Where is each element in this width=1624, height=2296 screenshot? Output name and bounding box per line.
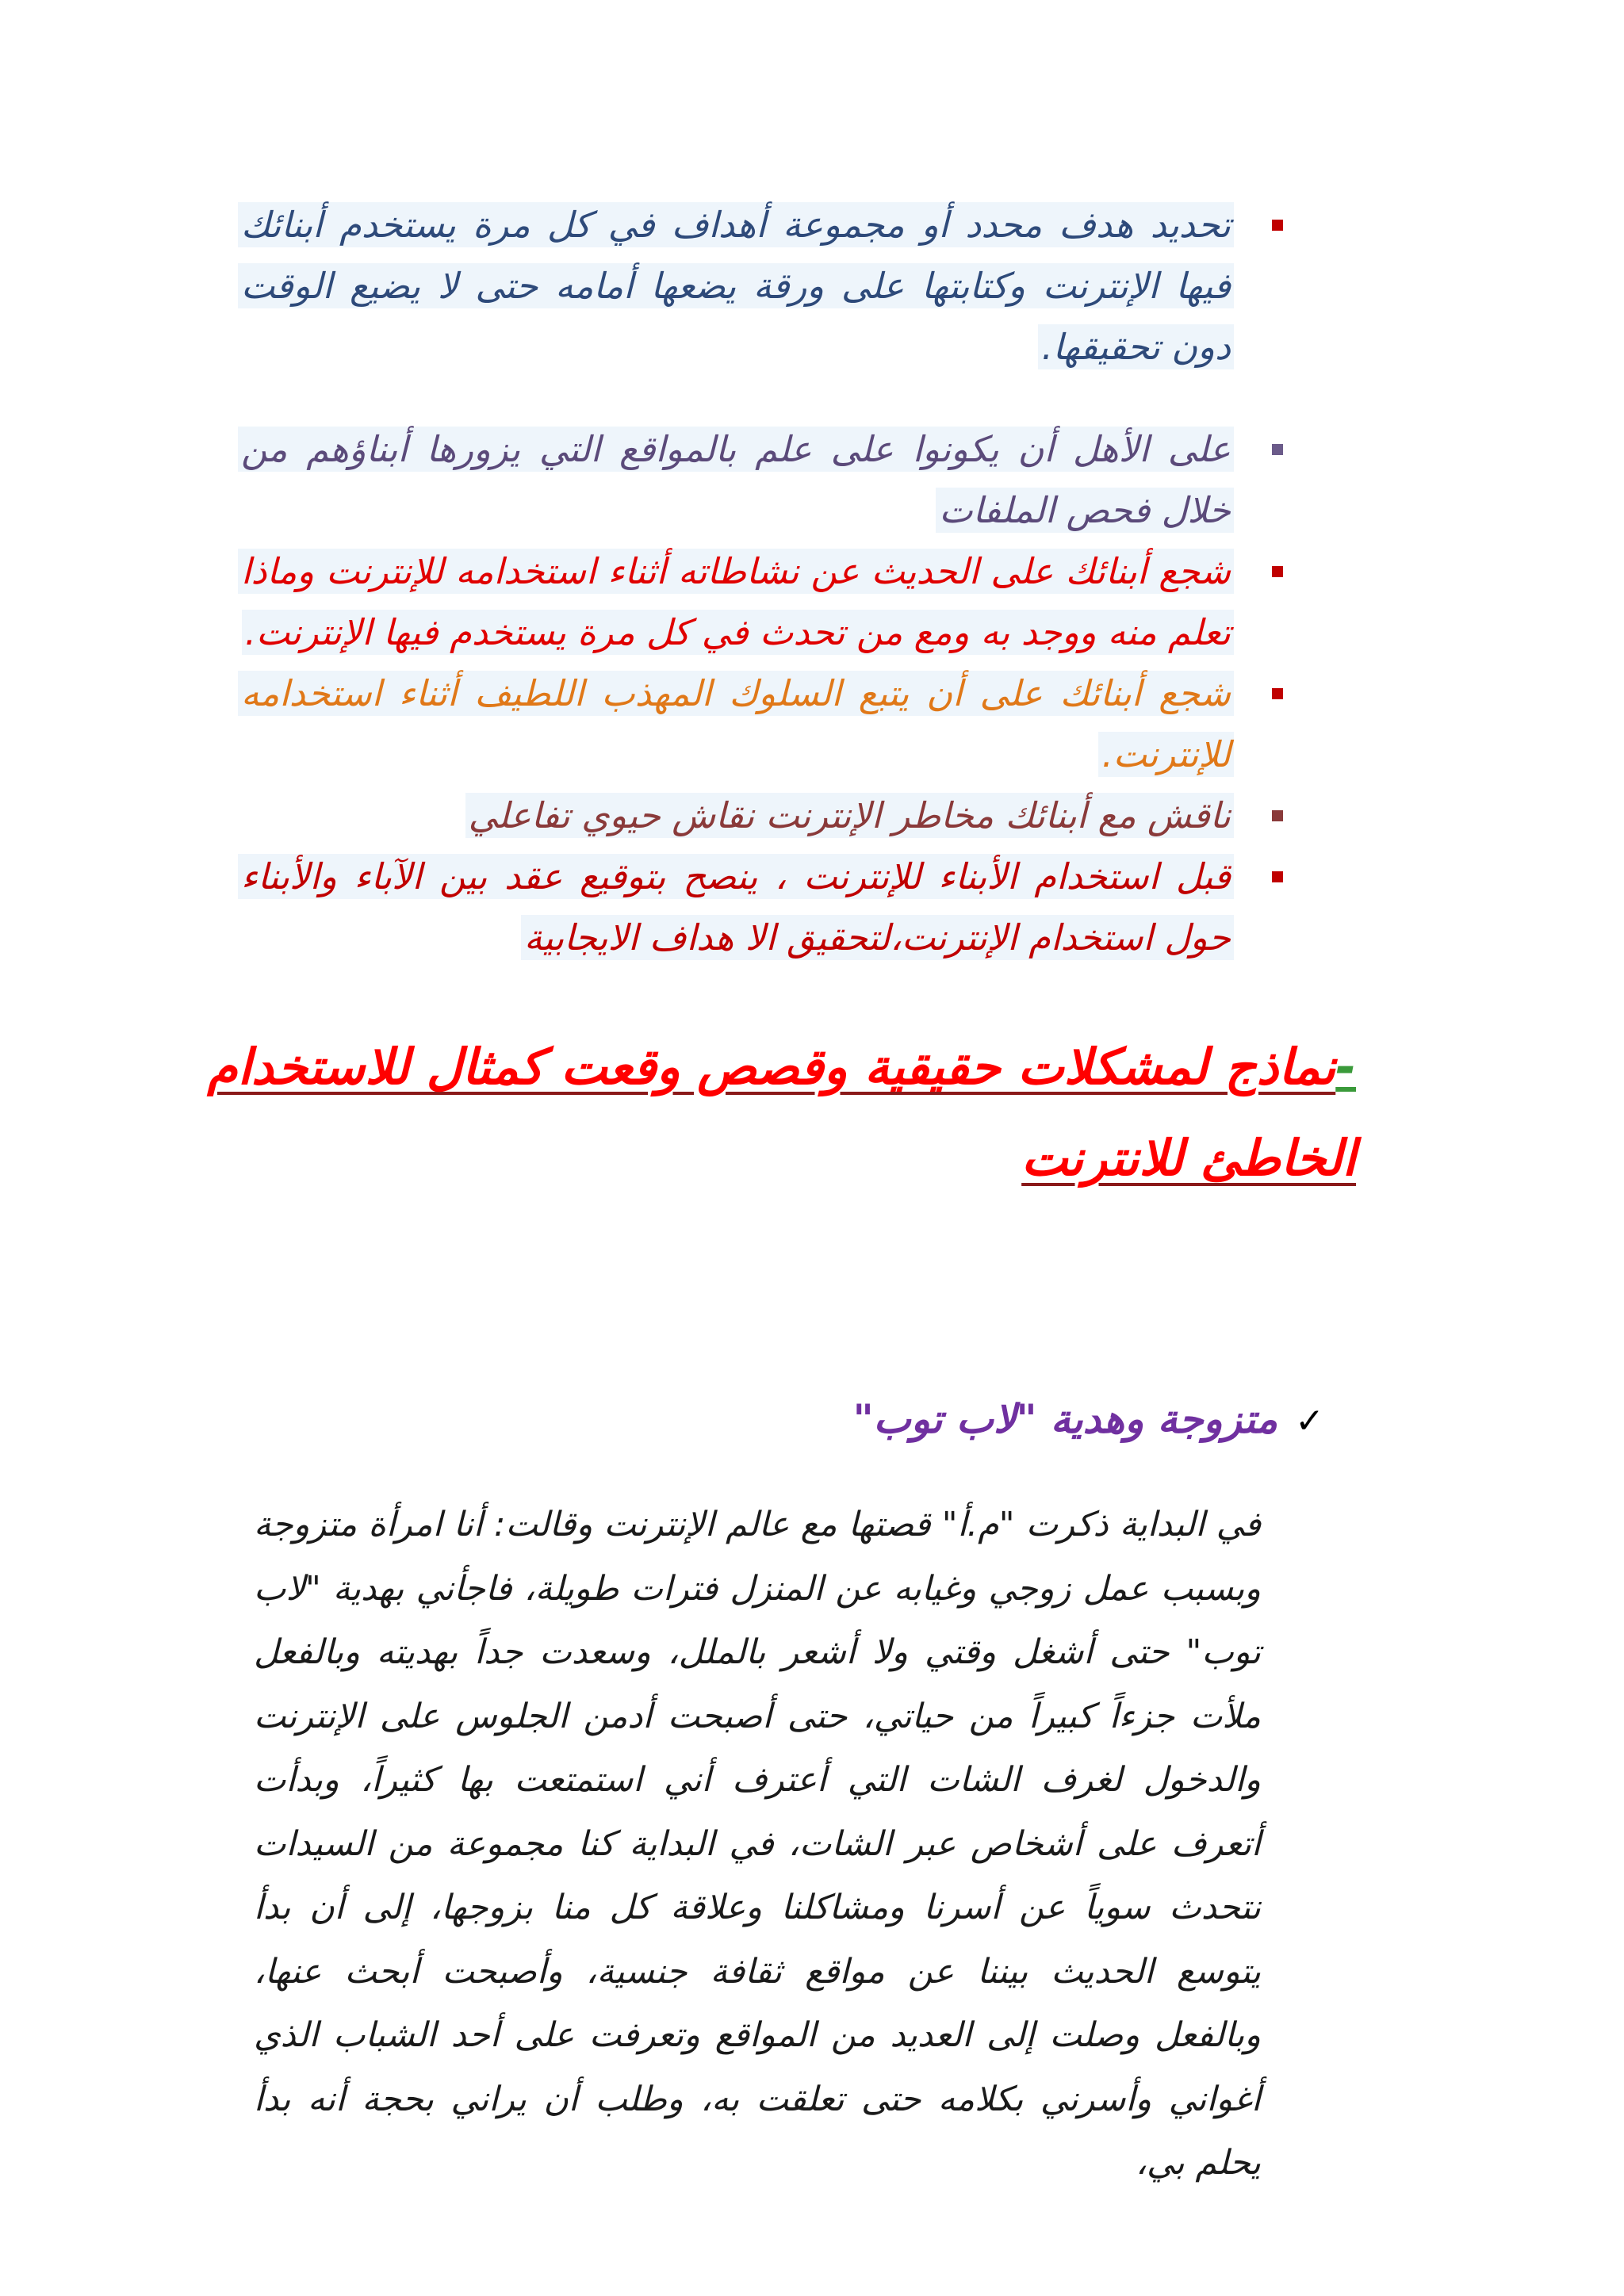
tip-item-1: [238, 194, 1293, 377]
square-bullet-icon: [1272, 871, 1283, 882]
section-heading-text-2: الخاطئ للانترنت: [1021, 1129, 1356, 1187]
tip-item-6: [238, 846, 1293, 968]
tip-item-3: [238, 541, 1293, 663]
tip-item-2: [238, 419, 1293, 541]
tip-text-5: ناقش مع أبنائك مخاطر الإنترنت نقاش حيوي تفاعلي: [465, 793, 1234, 838]
tip-text-6: قبل استخدام الأبناء للإنترنت ، ينصح بتوقيع عقد بين الآباء والأبناء حول استخدام الإنترنت،لتحقيق الا هداف الايجابية: [238, 854, 1234, 960]
story-paragraph: في البداية ذكرت "م.أ" قصتها مع عالم الإنترنت وقالت: أنا امرأة متزوجة وبسبب عمل زوجي وغيابه عن المنزل فترات طويلة، فاجأني بهدية "لاب توب" حتى أشغل وقتي ولا أشعر بالملل، وسعدت جداً بهديته وبالفعل ملأت جزءاً كبيراً من حياتي، حتى أصبحت أدمن الجلوس على الإنترنت والدخول لغرف الشات التي أعترف أني استمتعت بها كثيراً، وبدأت أتعرف على أشخاص عبر الشات، في البداية كنا مجموعة من السيدات نتحدث سوياً عن أسرنا ومشاكلنا وعلاقة كل منا بزوجها، إلى أن بدأ يتوسع الحديث بيننا عن مواقع ثقافة جنسية، وأصبحت أبحث عنها، وبالفعل وصلت إلى العديد من المواقع وتعرفت على أحد الشباب الذي أغواني وأسرني بكلامه حتى تعلقت به، وطلب أن يراني بحجة أنه بدأ يحلم بي،: [254, 1505, 1261, 2183]
tip-text-4: شجع أبنائك على أن يتبع السلوك المهذب اللطيف أثناء استخدامه للإنترنت.: [238, 671, 1234, 777]
section-heading-line-1: [207, 1021, 1356, 1112]
tip-text-2: على الأهل أن يكونوا على علم بالمواقع التي يزورها أبناؤهم من خلال فحص الملفات: [238, 427, 1234, 533]
tip-item-4: [238, 663, 1293, 785]
square-bullet-icon: [1272, 810, 1283, 821]
story-title: [476, 1387, 1324, 1453]
tips-list: [238, 194, 1293, 968]
heading-lead-mark: -: [1335, 1038, 1356, 1096]
checkmark-icon: ✓: [1295, 1401, 1324, 1441]
square-bullet-icon: [1272, 220, 1283, 231]
section-heading-line-2: [333, 1112, 1356, 1203]
section-heading-text-1: نماذج لمشكلات حقيقية وقصص وقعت كمثال للاستخدام: [207, 1038, 1336, 1096]
story-title-text: متزوجة وهدية "لاب توب": [852, 1396, 1278, 1442]
tip-text-3: شجع أبنائك على الحديث عن نشاطاته أثناء استخدامه للإنترنت وماذا تعلم منه ووجد به ومع من تحدث في كل مرة يستخدم فيها الإنترنت.: [238, 549, 1234, 655]
tip-text-1: تحديد هدف محدد أو مجموعة أهداف في كل مرة يستخدم أبنائك فيها الإنترنت وكتابتها على ورقة يضعها أمامه حتى لا يضيع الوقت دون تحقيقها.: [238, 202, 1234, 369]
tip-item-5: [238, 785, 1293, 846]
square-bullet-icon: [1272, 444, 1283, 455]
section-heading: [207, 1021, 1356, 1203]
square-bullet-icon: [1272, 688, 1283, 699]
square-bullet-icon: [1272, 566, 1283, 577]
